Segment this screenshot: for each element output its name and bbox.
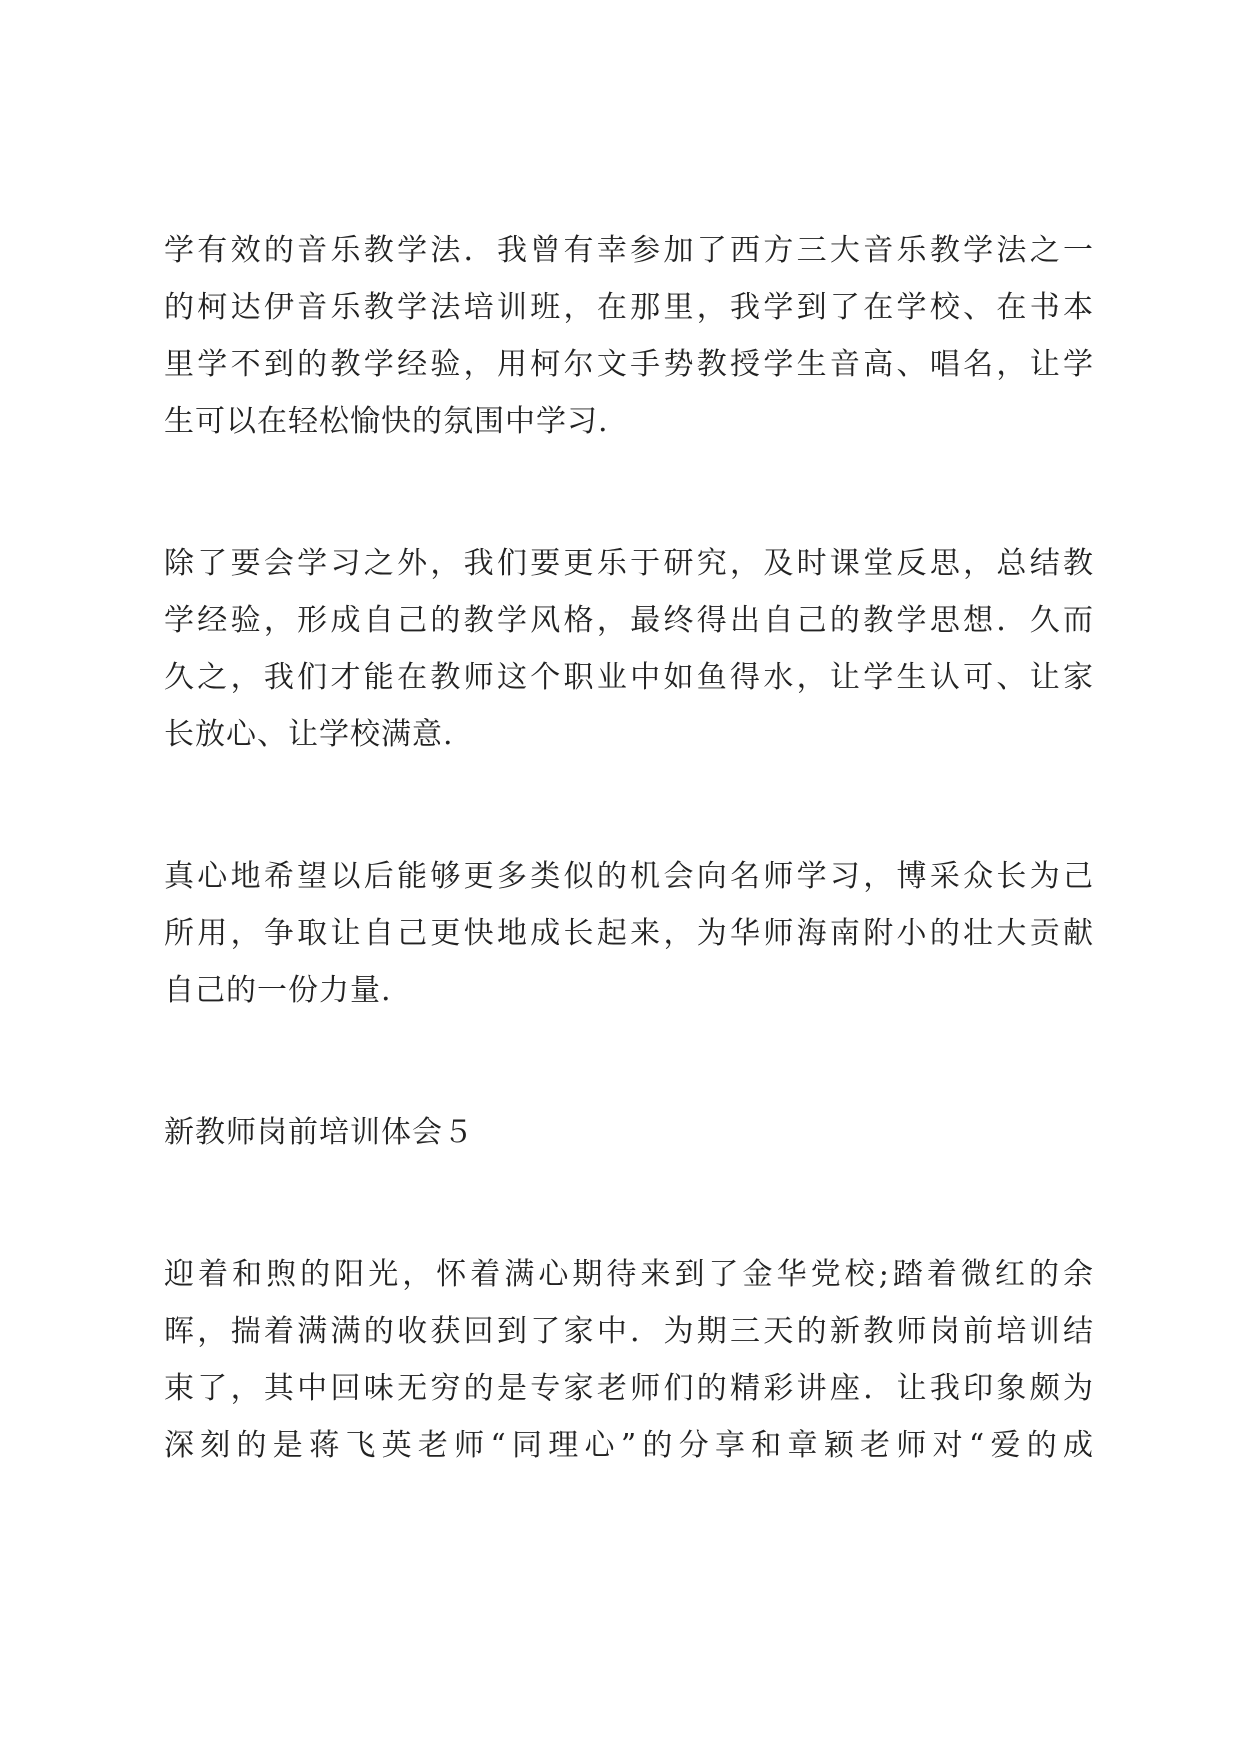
text-line: 久之，我们才能在教师这个职业中如鱼得水，让学生认可、让家 [164, 660, 1094, 695]
text-line: 生可以在轻松愉快的氛围中学习. [164, 404, 609, 439]
text-line: 长放心、让学校满意. [164, 717, 454, 752]
text-line: 学有效的音乐教学法．我曾有幸参加了西方三大音乐教学法之一 [164, 233, 1094, 268]
text-line: 学经验，形成自己的教学风格，最终得出自己的教学思想．久而 [164, 603, 1094, 638]
text-line: 束了，其中回味无穷的是专家老师们的精彩讲座．让我印象颇为 [164, 1371, 1094, 1406]
text-line: 所用，争取让自己更快地成长起来，为华师海南附小的壮大贡献 [164, 916, 1094, 951]
text-line: 除了要会学习之外，我们要更乐于研究，及时课堂反思，总结教 [164, 546, 1094, 581]
text-line: 迎着和煦的阳光，怀着满心期待来到了金华党校;踏着微红的余 [164, 1257, 1094, 1292]
paragraph-hope [164, 848, 1094, 1019]
paragraph-training-reflection [164, 1246, 1094, 1474]
text-line: 的柯达伊音乐教学法培训班，在那里，我学到了在学校、在书本 [164, 290, 1094, 325]
text-line: 真心地希望以后能够更多类似的机会向名师学习，博采众长为己 [164, 859, 1094, 894]
paragraph-research [164, 535, 1094, 763]
paragraph-teaching-methods [164, 222, 1094, 450]
text-line: 自己的一份力量. [164, 973, 392, 1008]
document-body [164, 222, 1094, 1559]
text-line: 里学不到的教学经验，用柯尔文手势教授学生音高、唱名，让学 [164, 347, 1094, 382]
text-line: 晖，揣着满满的收获回到了家中．为期三天的新教师岗前培训结 [164, 1314, 1094, 1349]
section-heading: 新教师岗前培训体会５ [164, 1115, 474, 1150]
text-line: 深刻的是蒋飞英老师“同理心”的分享和章颖老师对“爱的成 [164, 1428, 1094, 1463]
